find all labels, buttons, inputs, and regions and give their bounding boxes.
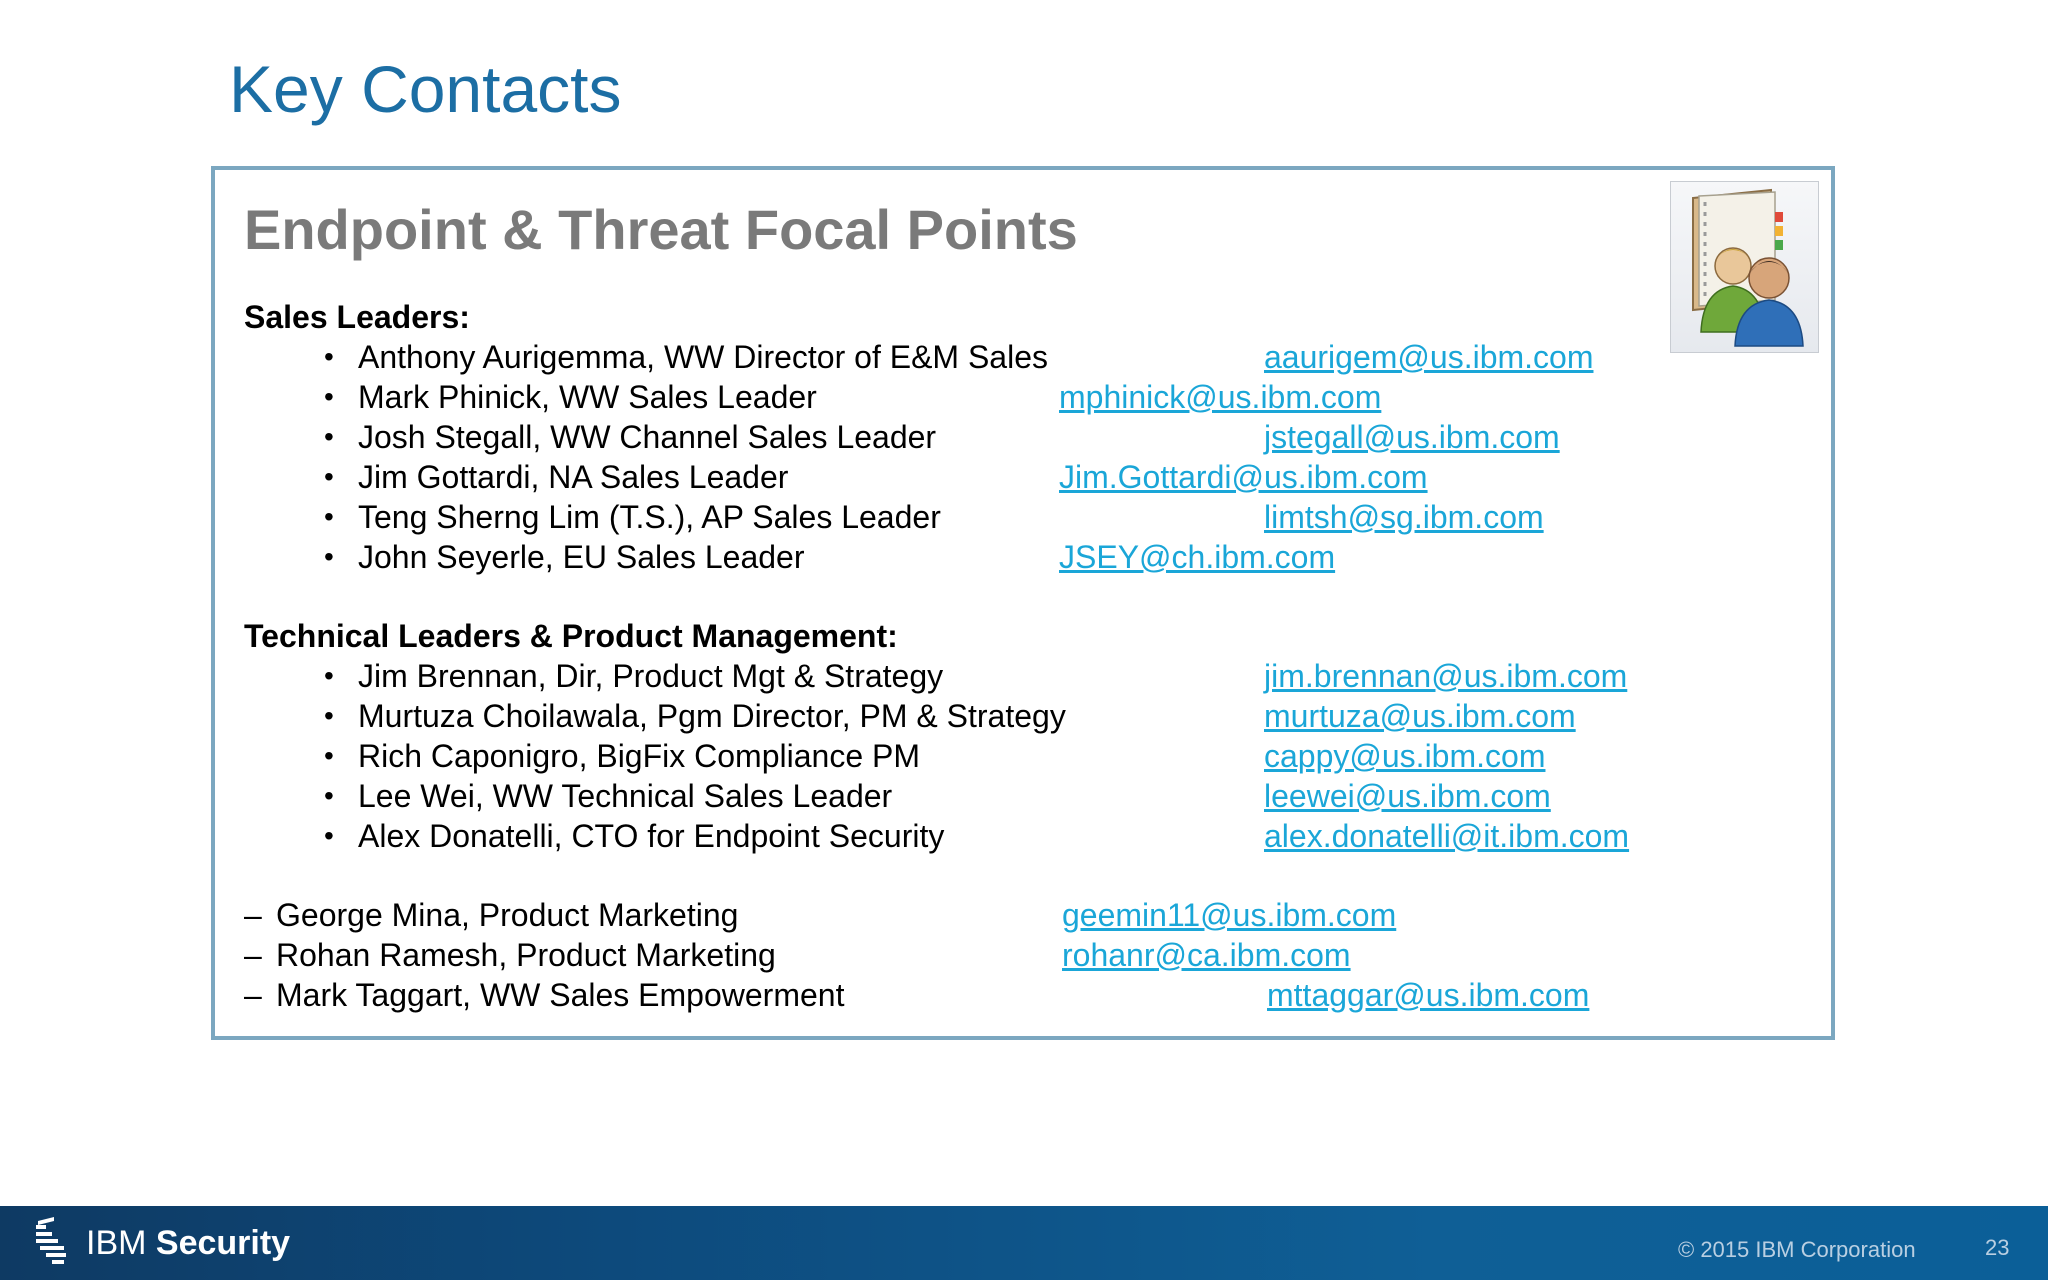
sales-leader-email-link[interactable]: mphinick@us.ibm.com (1059, 379, 1382, 415)
sales-leader-email-link[interactable]: JSEY@ch.ibm.com (1059, 539, 1336, 575)
page-title: Key Contacts (229, 52, 622, 126)
technical-leader-email-link[interactable]: murtuza@us.ibm.com (1264, 698, 1576, 734)
marketing-contact-name: Mark Taggart, WW Sales Empowerment (276, 977, 845, 1013)
sales-leader-name: John Seyerle, EU Sales Leader (358, 539, 805, 575)
marketing-contact-name: Rohan Ramesh, Product Marketing (276, 937, 776, 973)
page-number: 23 (1985, 1235, 2010, 1260)
ibm-security-shield-icon (30, 1217, 76, 1269)
marketing-contact-email-link[interactable]: mttaggar@us.ibm.com (1267, 977, 1590, 1013)
bullet: • (324, 541, 334, 572)
technical-leader-name: Lee Wei, WW Technical Sales Leader (358, 778, 893, 814)
sales-leader-name: Mark Phinick, WW Sales Leader (358, 379, 817, 415)
technical-leader-email-link[interactable]: jim.brennan@us.ibm.com (1264, 658, 1628, 694)
dash-marker: – (244, 897, 262, 933)
sales-leader-email-link[interactable]: limtsh@sg.ibm.com (1264, 499, 1544, 535)
copyright: © 2015 IBM Corporation (1678, 1237, 1916, 1262)
footer-brand (86, 1226, 290, 1260)
sales-leader-email-link[interactable]: jstegall@us.ibm.com (1264, 419, 1560, 455)
sales-leader-name: Anthony Aurigemma, WW Director of E&M Sales (358, 339, 1048, 375)
bullet: • (324, 820, 334, 851)
sales-leaders-header: Sales Leaders: (244, 299, 470, 335)
contacts-book-icon (1670, 181, 1819, 353)
sales-leader-email-link[interactable]: Jim.Gottardi@us.ibm.com (1059, 459, 1428, 495)
panel-heading: Endpoint & Threat Focal Points (244, 198, 1078, 261)
bullet: • (324, 501, 334, 532)
bullet: • (324, 740, 334, 771)
bullet: • (324, 780, 334, 811)
marketing-contact-email-link[interactable]: geemin11@us.ibm.com (1062, 897, 1397, 933)
brand-bold: Security (155, 1224, 291, 1262)
technical-leader-name: Jim Brennan, Dir, Product Mgt & Strategy (358, 658, 944, 694)
sales-leader-name: Teng Sherng Lim (T.S.), AP Sales Leader (358, 499, 941, 535)
bullet: • (324, 700, 334, 731)
footer-bar (0, 1206, 2048, 1280)
dash-marker: – (244, 977, 262, 1013)
technical-leader-email-link[interactable]: cappy@us.ibm.com (1264, 738, 1546, 774)
bullet: • (324, 660, 334, 691)
dash-marker: – (244, 937, 262, 973)
brand-prefix: IBM (86, 1224, 147, 1262)
bullet: • (324, 421, 334, 452)
sales-leader-name: Jim Gottardi, NA Sales Leader (358, 459, 789, 495)
technical-leader-email-link[interactable]: leewei@us.ibm.com (1264, 778, 1551, 814)
technical-leaders-header: Technical Leaders & Product Management: (244, 618, 898, 654)
sales-leader-email-link[interactable]: aaurigem@us.ibm.com (1264, 339, 1594, 375)
bullet: • (324, 381, 334, 412)
technical-leader-name: Alex Donatelli, CTO for Endpoint Security (358, 818, 945, 854)
technical-leader-email-link[interactable]: alex.donatelli@it.ibm.com (1264, 818, 1630, 854)
sales-leader-name: Josh Stegall, WW Channel Sales Leader (358, 419, 937, 455)
bullet: • (324, 461, 334, 492)
marketing-contact-name: George Mina, Product Marketing (276, 897, 739, 933)
bullet: • (324, 341, 334, 372)
technical-leader-name: Rich Caponigro, BigFix Compliance PM (358, 738, 920, 774)
marketing-contact-email-link[interactable]: rohanr@ca.ibm.com (1062, 937, 1351, 973)
technical-leader-name: Murtuza Choilawala, Pgm Director, PM & Strategy (358, 698, 1066, 734)
